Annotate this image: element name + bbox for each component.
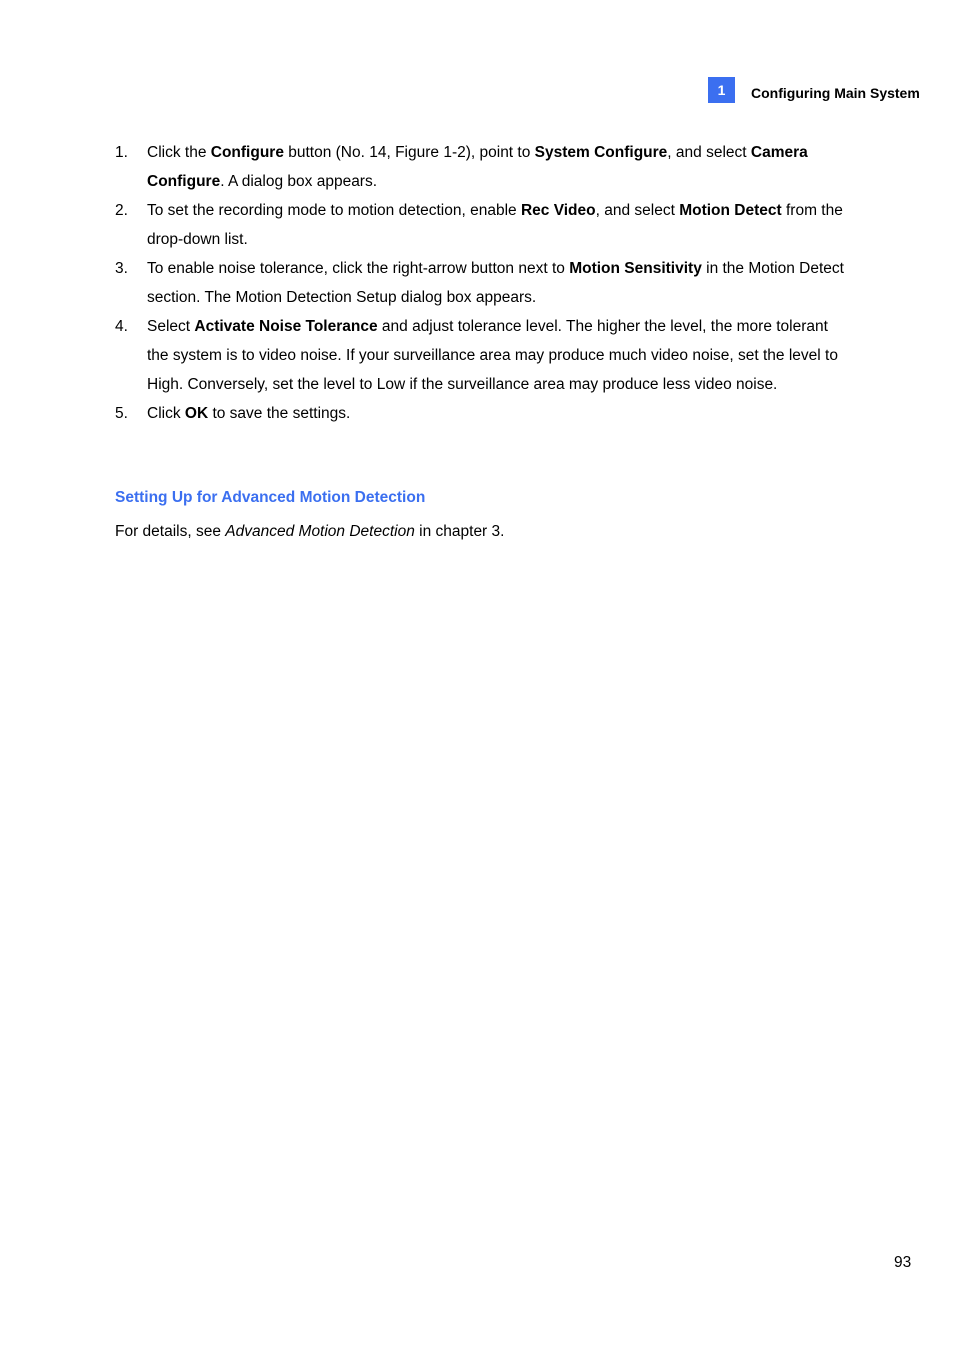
list-item [115, 254, 845, 312]
chapter-reference: Advanced Motion Detection [225, 523, 415, 540]
step-number: 3. [115, 260, 128, 277]
step-number: 1. [115, 144, 128, 161]
list-item [115, 196, 845, 254]
page-number: 93 [894, 1254, 912, 1271]
list-item [115, 312, 845, 399]
step-text: To set the recording mode to motion detection, enable Rec Video, and select Motion Detect from the drop-down list. [147, 202, 843, 248]
list-item [115, 399, 845, 428]
step-text: Click the Configure button (No. 14, Figure 1-2), point to System Configure, and select Camera Configure. A dialog box appears. [147, 144, 808, 190]
step-number: 4. [115, 318, 128, 335]
step-text: Select Activate Noise Tolerance and adjust tolerance level. The higher the level, the more tolerant the system is to video noise. If your surveillance area may produce much video noise, set the level to High. Conversely, set the level to Low if the surveillance area may produce less video noise. [147, 318, 838, 393]
list-item [115, 138, 845, 196]
steps-list [115, 138, 845, 428]
section-heading: Setting Up for Advanced Motion Detection [115, 489, 426, 506]
chapter-number-badge: 1 [708, 77, 735, 103]
step-number: 5. [115, 405, 128, 422]
chapter-title: Configuring Main System [751, 85, 920, 101]
step-number: 2. [115, 202, 128, 219]
section-paragraph: For details, see Advanced Motion Detection in chapter 3. [115, 523, 505, 540]
step-text: Click OK to save the settings. [147, 405, 351, 422]
step-text: To enable noise tolerance, click the right-arrow button next to Motion Sensitivity in the Motion Detect section. The Motion Detection Setup dialog box appears. [147, 260, 844, 306]
